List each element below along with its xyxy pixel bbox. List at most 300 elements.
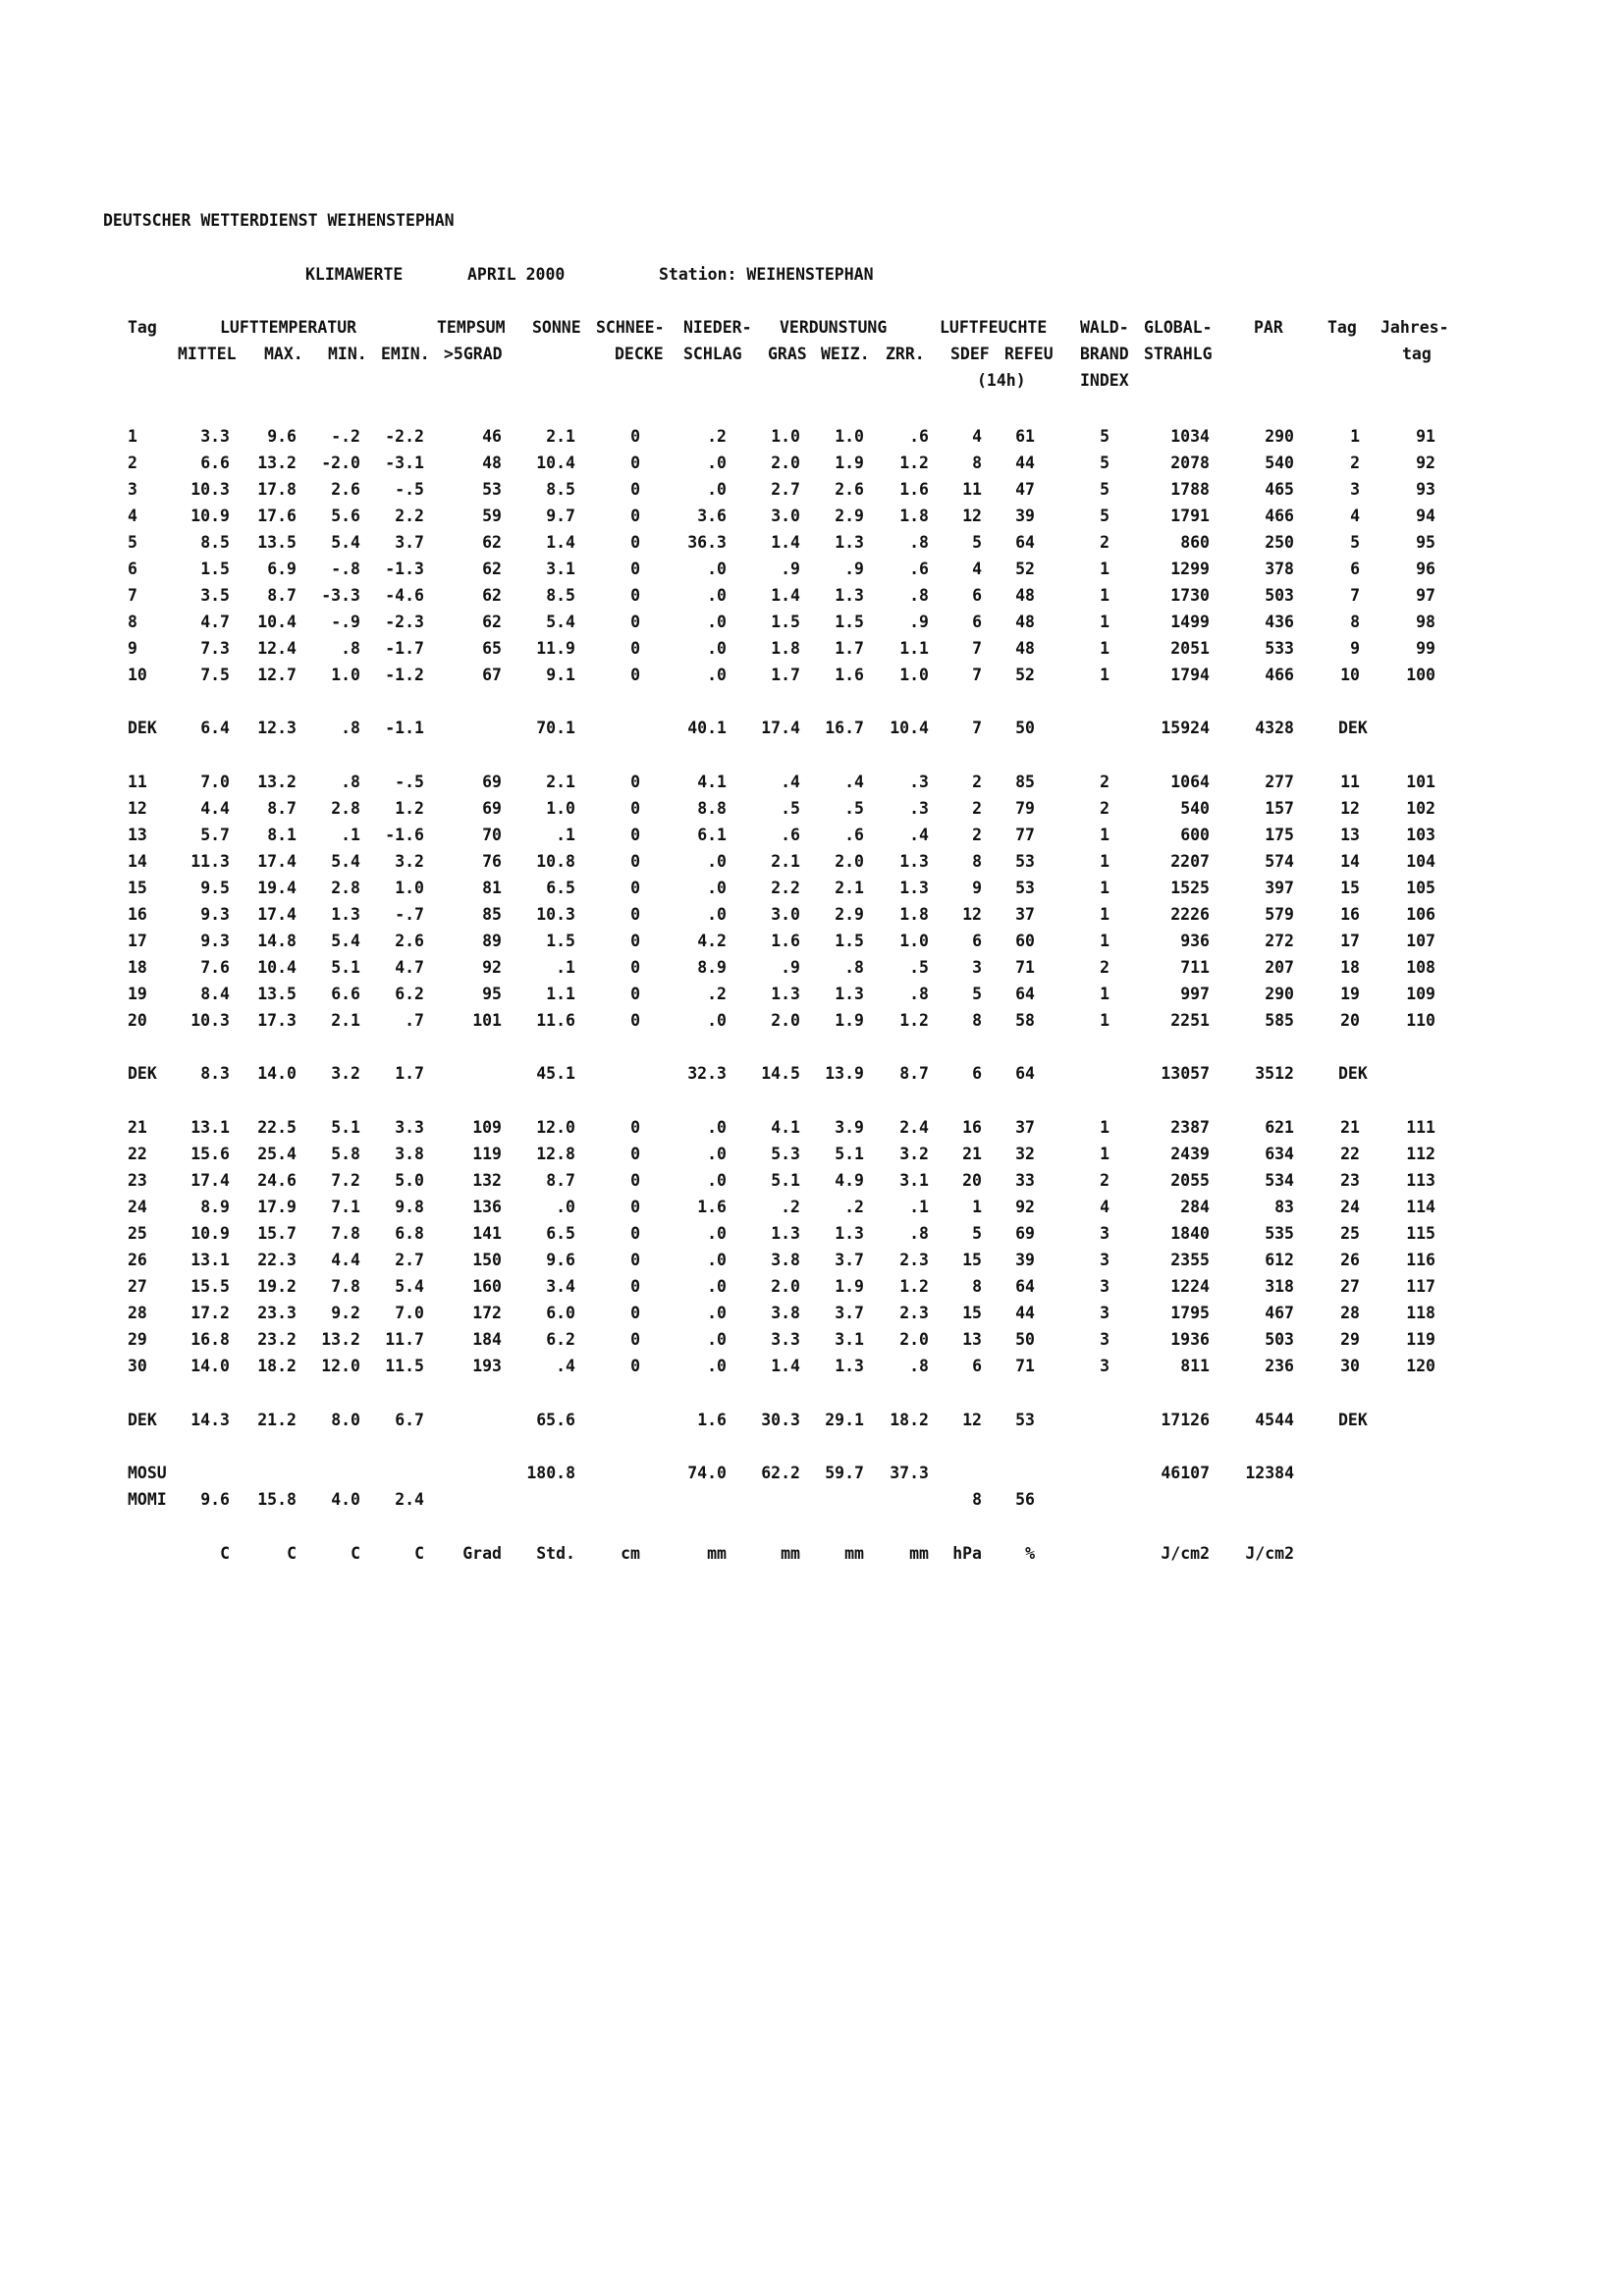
- cell-emin: 6.2: [395, 985, 424, 1003]
- cell-nied: 40.1: [687, 719, 727, 737]
- cell-weiz: 3.7: [835, 1251, 864, 1269]
- cell-weiz: 5.1: [835, 1145, 864, 1163]
- table-row: [0, 614, 1623, 635]
- cell-emin: 9.8: [395, 1198, 424, 1216]
- cell-tag: 1: [128, 427, 137, 446]
- cell-wald: 3: [1100, 1277, 1109, 1296]
- organisation-title: DEUTSCHER WETTERDIENST WEIHENSTEPHAN: [103, 211, 455, 230]
- cell-nied: 1.6: [697, 1411, 727, 1429]
- cell-min: 5.1: [331, 1118, 360, 1137]
- cell-tag2: 29: [1340, 1330, 1360, 1349]
- cell-weiz: 3.7: [835, 1304, 864, 1322]
- cell-nied: 74.0: [687, 1464, 727, 1482]
- cell-emin: 1.7: [395, 1064, 424, 1083]
- cell-max: 10.4: [257, 613, 297, 631]
- cell-refeu: 33: [1015, 1171, 1035, 1190]
- cell-nied: .0: [707, 1277, 727, 1296]
- cell-wald: 4: [1100, 1198, 1109, 1216]
- cell-tempsum: 89: [482, 932, 502, 950]
- cell-nied: 36.3: [687, 533, 727, 552]
- cell-mittel: 4.4: [200, 799, 230, 818]
- cell-gras: 1.8: [771, 639, 800, 658]
- cell-global: 811: [1180, 1357, 1210, 1375]
- cell-refeu: 92: [1015, 1198, 1035, 1216]
- cell-par: 3512: [1255, 1064, 1294, 1083]
- cell-tempsum: 193: [472, 1357, 502, 1375]
- cell-nied: .0: [707, 879, 727, 897]
- cell-tag: 2: [128, 454, 137, 472]
- col-header-5grad: >5GRAD: [444, 345, 503, 363]
- cell-zrr: .8: [909, 1224, 929, 1243]
- cell-tag: 19: [128, 985, 147, 1003]
- cell-mittel: 8.4: [200, 985, 230, 1003]
- col-header-sonne: SONNE: [532, 318, 581, 337]
- cell-schnee: 0: [630, 799, 640, 818]
- cell-mittel: 10.3: [190, 480, 230, 499]
- cell-min: 8.0: [331, 1411, 360, 1429]
- cell-global: J/cm2: [1161, 1544, 1210, 1563]
- cell-par: 585: [1265, 1011, 1294, 1030]
- cell-gras: 3.8: [771, 1251, 800, 1269]
- cell-emin: -.5: [395, 773, 424, 791]
- cell-weiz: 2.6: [835, 480, 864, 499]
- cell-sdef: 1: [972, 1198, 982, 1216]
- cell-tempsum: 70: [482, 826, 502, 844]
- cell-wald: 1: [1100, 1145, 1109, 1163]
- cell-tag: 26: [128, 1251, 147, 1269]
- col-header-strahlg: STRAHLG: [1144, 345, 1213, 363]
- cell-wald: 1: [1100, 666, 1109, 684]
- cell-refeu: 44: [1015, 1304, 1035, 1322]
- cell-tag2: 21: [1340, 1118, 1360, 1137]
- cell-tag: 30: [128, 1357, 147, 1375]
- cell-refeu: 48: [1015, 586, 1035, 605]
- cell-wald: 1: [1100, 826, 1109, 844]
- cell-refeu: 71: [1015, 958, 1035, 977]
- cell-jtag: 99: [1416, 639, 1435, 658]
- col-header-decke: DECKE: [615, 345, 664, 363]
- cell-jtag: 96: [1416, 560, 1435, 578]
- cell-min: 4.4: [331, 1251, 360, 1269]
- cell-max: 21.2: [257, 1411, 297, 1429]
- cell-sonne: 9.1: [546, 666, 575, 684]
- cell-jtag: 107: [1406, 932, 1435, 950]
- cell-wald: 1: [1100, 1011, 1109, 1030]
- cell-zrr: 3.1: [899, 1171, 929, 1190]
- cell-tag: 15: [128, 879, 147, 897]
- cell-emin: 6.7: [395, 1411, 424, 1429]
- cell-gras: 1.3: [771, 985, 800, 1003]
- cell-tag: DEK: [128, 1411, 157, 1429]
- cell-schnee: 0: [630, 586, 640, 605]
- cell-nied: .0: [707, 1357, 727, 1375]
- cell-nied: .0: [707, 1304, 727, 1322]
- cell-sdef: 7: [972, 719, 982, 737]
- cell-par: 612: [1265, 1251, 1294, 1269]
- cell-tag: 9: [128, 639, 137, 658]
- cell-par: 290: [1265, 985, 1294, 1003]
- cell-par: 4328: [1255, 719, 1294, 737]
- cell-tag: MOMI: [128, 1490, 167, 1509]
- cell-sonne: .4: [556, 1357, 575, 1375]
- cell-gras: 62.2: [761, 1464, 800, 1482]
- cell-global: 936: [1180, 932, 1210, 950]
- cell-emin: 2.6: [395, 932, 424, 950]
- cell-gras: 1.0: [771, 427, 800, 446]
- cell-mittel: 6.4: [200, 719, 230, 737]
- cell-zrr: .8: [909, 1357, 929, 1375]
- cell-par: 634: [1265, 1145, 1294, 1163]
- cell-global: 2355: [1170, 1251, 1210, 1269]
- cell-gras: 4.1: [771, 1118, 800, 1137]
- table-row: [0, 1358, 1623, 1379]
- cell-emin: -1.3: [385, 560, 424, 578]
- cell-par: 250: [1265, 533, 1294, 552]
- cell-emin: 7.0: [395, 1304, 424, 1322]
- cell-refeu: 56: [1015, 1490, 1035, 1509]
- cell-wald: 2: [1100, 533, 1109, 552]
- cell-jtag: 91: [1416, 427, 1435, 446]
- cell-sdef: 9: [972, 879, 982, 897]
- cell-jtag: 95: [1416, 533, 1435, 552]
- cell-schnee: 0: [630, 826, 640, 844]
- cell-mittel: 10.3: [190, 1011, 230, 1030]
- cell-schnee: 0: [630, 932, 640, 950]
- cell-sdef: 11: [962, 480, 982, 499]
- cell-sonne: 8.5: [546, 586, 575, 605]
- cell-sonne: 70.1: [536, 719, 575, 737]
- cell-wald: 1: [1100, 639, 1109, 658]
- cell-emin: 6.8: [395, 1224, 424, 1243]
- cell-schnee: 0: [630, 1330, 640, 1349]
- cell-wald: 5: [1100, 454, 1109, 472]
- cell-gras: 2.0: [771, 1011, 800, 1030]
- cell-wald: 3: [1100, 1224, 1109, 1243]
- cell-emin: 11.7: [385, 1330, 424, 1349]
- cell-zrr: 1.3: [899, 852, 929, 871]
- cell-nied: mm: [707, 1544, 727, 1563]
- cell-weiz: 16.7: [825, 719, 864, 737]
- cell-tempsum: 141: [472, 1224, 502, 1243]
- cell-max: 8.7: [267, 586, 297, 605]
- cell-tempsum: 76: [482, 852, 502, 871]
- cell-par: 540: [1265, 454, 1294, 472]
- cell-max: 17.4: [257, 905, 297, 924]
- cell-schnee: 0: [630, 1171, 640, 1190]
- cell-zrr: 1.2: [899, 1011, 929, 1030]
- cell-tag2: 23: [1340, 1171, 1360, 1190]
- cell-schnee: 0: [630, 1304, 640, 1322]
- cell-sdef: 20: [962, 1171, 982, 1190]
- cell-weiz: .6: [844, 826, 864, 844]
- cell-schnee: 0: [630, 1145, 640, 1163]
- cell-par: 4544: [1255, 1411, 1294, 1429]
- table-row: [0, 587, 1623, 609]
- cell-par: 207: [1265, 958, 1294, 977]
- cell-mittel: C: [220, 1544, 230, 1563]
- cell-zrr: .6: [909, 427, 929, 446]
- cell-zrr: .3: [909, 773, 929, 791]
- cell-zrr: .3: [909, 799, 929, 818]
- cell-gras: .2: [781, 1198, 800, 1216]
- cell-wald: 1: [1100, 879, 1109, 897]
- cell-tempsum: 132: [472, 1171, 502, 1190]
- cell-tag2: 16: [1340, 905, 1360, 924]
- cell-tag: 20: [128, 1011, 147, 1030]
- col-header-jahrestag: tag: [1402, 345, 1432, 363]
- cell-weiz: 1.3: [835, 586, 864, 605]
- table-row: [0, 481, 1623, 503]
- cell-tag2: 6: [1350, 560, 1360, 578]
- cell-gras: 1.4: [771, 1357, 800, 1375]
- cell-global: 2387: [1170, 1118, 1210, 1137]
- cell-weiz: 1.3: [835, 1224, 864, 1243]
- cell-sdef: 7: [972, 666, 982, 684]
- cell-tempsum: 119: [472, 1145, 502, 1163]
- cell-max: 8.7: [267, 799, 297, 818]
- cell-sonne: 3.1: [546, 560, 575, 578]
- cell-weiz: 1.3: [835, 985, 864, 1003]
- cell-max: 23.3: [257, 1304, 297, 1322]
- cell-gras: .6: [781, 826, 800, 844]
- cell-max: 23.2: [257, 1330, 297, 1349]
- cell-min: 2.1: [331, 1011, 360, 1030]
- col-header-mittel: MITTEL: [178, 345, 237, 363]
- cell-schnee: 0: [630, 613, 640, 631]
- cell-tempsum: 109: [472, 1118, 502, 1137]
- cell-sonne: 8.7: [546, 1171, 575, 1190]
- decade-summary-row: [0, 1412, 1623, 1433]
- cell-wald: 5: [1100, 507, 1109, 525]
- table-row: [0, 1225, 1623, 1247]
- cell-sonne: 6.5: [546, 1224, 575, 1243]
- cell-jtag: 118: [1406, 1304, 1435, 1322]
- cell-wald: 2: [1100, 958, 1109, 977]
- cell-mittel: 7.5: [200, 666, 230, 684]
- cell-min: 2.8: [331, 799, 360, 818]
- cell-mittel: 3.5: [200, 586, 230, 605]
- cell-par: 12384: [1245, 1464, 1294, 1482]
- cell-weiz: mm: [844, 1544, 864, 1563]
- cell-refeu: 39: [1015, 1251, 1035, 1269]
- cell-sonne: 1.4: [546, 533, 575, 552]
- cell-schnee: 0: [630, 1277, 640, 1296]
- cell-wald: 3: [1100, 1357, 1109, 1375]
- cell-global: 1936: [1170, 1330, 1210, 1349]
- cell-min: 5.4: [331, 852, 360, 871]
- cell-par: 175: [1265, 826, 1294, 844]
- cell-nied: 6.1: [697, 826, 727, 844]
- cell-sdef: 12: [962, 507, 982, 525]
- cell-jtag: 103: [1406, 826, 1435, 844]
- cell-emin: -.7: [395, 905, 424, 924]
- cell-refeu: 60: [1015, 932, 1035, 950]
- cell-par: 503: [1265, 586, 1294, 605]
- col-header-nieder: NIEDER-: [683, 318, 752, 337]
- cell-mittel: 1.5: [200, 560, 230, 578]
- cell-sdef: hPa: [952, 1544, 982, 1563]
- table-row: [0, 561, 1623, 582]
- cell-wald: 2: [1100, 1171, 1109, 1190]
- cell-sonne: 8.5: [546, 480, 575, 499]
- col-header-brand: BRAND: [1080, 345, 1129, 363]
- cell-global: 2051: [1170, 639, 1210, 658]
- cell-mittel: 10.9: [190, 1224, 230, 1243]
- cell-tempsum: 172: [472, 1304, 502, 1322]
- cell-min: -3.3: [321, 586, 360, 605]
- cell-refeu: 48: [1015, 639, 1035, 658]
- month-summary-row: [0, 1465, 1623, 1486]
- cell-wald: 1: [1100, 560, 1109, 578]
- cell-refeu: 48: [1015, 613, 1035, 631]
- cell-nied: .0: [707, 1171, 727, 1190]
- col-header-global: GLOBAL-: [1144, 318, 1213, 337]
- cell-refeu: 64: [1015, 985, 1035, 1003]
- col-header-sdef: SDEF: [950, 345, 990, 363]
- decade-summary-row: [0, 1065, 1623, 1087]
- col-header-jahres: Jahres-: [1380, 318, 1449, 337]
- cell-zrr: .9: [909, 613, 929, 631]
- cell-refeu: 61: [1015, 427, 1035, 446]
- cell-weiz: 1.3: [835, 533, 864, 552]
- cell-sonne: 10.8: [536, 852, 575, 871]
- cell-zrr: 2.3: [899, 1304, 929, 1322]
- cell-weiz: .9: [844, 560, 864, 578]
- table-row: [0, 428, 1623, 450]
- cell-refeu: 37: [1015, 905, 1035, 924]
- cell-min: 12.0: [321, 1357, 360, 1375]
- cell-gras: 30.3: [761, 1411, 800, 1429]
- cell-tag2: 11: [1340, 773, 1360, 791]
- cell-zrr: 1.0: [899, 932, 929, 950]
- cell-schnee: 0: [630, 480, 640, 499]
- cell-zrr: 3.2: [899, 1145, 929, 1163]
- cell-tempsum: 62: [482, 533, 502, 552]
- cell-schnee: 0: [630, 666, 640, 684]
- cell-zrr: 8.7: [899, 1064, 929, 1083]
- cell-zrr: 1.3: [899, 879, 929, 897]
- cell-par: 574: [1265, 852, 1294, 871]
- cell-sdef: 12: [962, 1411, 982, 1429]
- cell-max: 22.3: [257, 1251, 297, 1269]
- cell-sdef: 6: [972, 613, 982, 631]
- cell-wald: 1: [1100, 613, 1109, 631]
- cell-min: 5.4: [331, 533, 360, 552]
- cell-max: 14.8: [257, 932, 297, 950]
- cell-tag2: DEK: [1338, 719, 1368, 737]
- cell-emin: -4.6: [385, 586, 424, 605]
- cell-sdef: 8: [972, 1277, 982, 1296]
- cell-max: 10.4: [257, 958, 297, 977]
- table-row: [0, 1119, 1623, 1141]
- cell-global: 1795: [1170, 1304, 1210, 1322]
- cell-min: -.2: [331, 427, 360, 446]
- cell-min: -.8: [331, 560, 360, 578]
- cell-max: 17.9: [257, 1198, 297, 1216]
- cell-tag: 10: [128, 666, 147, 684]
- cell-sonne: 10.3: [536, 905, 575, 924]
- cell-min: 2.8: [331, 879, 360, 897]
- table-row: [0, 880, 1623, 901]
- cell-zrr: 18.2: [890, 1411, 929, 1429]
- cell-schnee: 0: [630, 1251, 640, 1269]
- cell-gras: 3.3: [771, 1330, 800, 1349]
- cell-sonne: 65.6: [536, 1411, 575, 1429]
- cell-gras: 1.4: [771, 586, 800, 605]
- cell-jtag: 108: [1406, 958, 1435, 977]
- table-row: [0, 534, 1623, 556]
- cell-tag: 4: [128, 507, 137, 525]
- cell-gras: 1.5: [771, 613, 800, 631]
- cell-gras: 5.3: [771, 1145, 800, 1163]
- cell-par: 621: [1265, 1118, 1294, 1137]
- cell-min: 6.6: [331, 985, 360, 1003]
- cell-tempsum: 81: [482, 879, 502, 897]
- cell-jtag: 112: [1406, 1145, 1435, 1163]
- cell-global: 540: [1180, 799, 1210, 818]
- cell-sonne: 1.1: [546, 985, 575, 1003]
- cell-weiz: 3.9: [835, 1118, 864, 1137]
- cell-emin: -1.1: [385, 719, 424, 737]
- cell-global: 1791: [1170, 507, 1210, 525]
- cell-min: 5.8: [331, 1145, 360, 1163]
- cell-tag2: 12: [1340, 799, 1360, 818]
- cell-max: 6.9: [267, 560, 297, 578]
- cell-sonne: Std.: [536, 1544, 575, 1563]
- cell-refeu: 50: [1015, 1330, 1035, 1349]
- cell-sonne: 2.1: [546, 427, 575, 446]
- cell-par: 467: [1265, 1304, 1294, 1322]
- cell-mittel: 13.1: [190, 1118, 230, 1137]
- cell-tag: 3: [128, 480, 137, 499]
- cell-par: 397: [1265, 879, 1294, 897]
- cell-jtag: 114: [1406, 1198, 1435, 1216]
- cell-min: C: [351, 1544, 360, 1563]
- cell-max: 14.0: [257, 1064, 297, 1083]
- cell-refeu: 64: [1015, 533, 1035, 552]
- cell-tag2: 26: [1340, 1251, 1360, 1269]
- cell-sonne: 10.4: [536, 454, 575, 472]
- cell-gras: 2.0: [771, 1277, 800, 1296]
- cell-par: 436: [1265, 613, 1294, 631]
- table-row: [0, 1278, 1623, 1300]
- cell-global: 284: [1180, 1198, 1210, 1216]
- cell-emin: -2.2: [385, 427, 424, 446]
- cell-weiz: 2.0: [835, 852, 864, 871]
- cell-sonne: 3.4: [546, 1277, 575, 1296]
- cell-sdef: 8: [972, 454, 982, 472]
- cell-nied: 32.3: [687, 1064, 727, 1083]
- cell-nied: .0: [707, 666, 727, 684]
- cell-max: 13.5: [257, 985, 297, 1003]
- cell-zrr: .8: [909, 533, 929, 552]
- cell-gras: 14.5: [761, 1064, 800, 1083]
- cell-wald: 1: [1100, 1118, 1109, 1137]
- cell-tag2: 9: [1350, 639, 1360, 658]
- cell-min: -2.0: [321, 454, 360, 472]
- cell-schnee: 0: [630, 533, 640, 552]
- cell-max: 13.2: [257, 454, 297, 472]
- cell-min: .8: [341, 639, 360, 658]
- cell-mittel: 9.3: [200, 905, 230, 924]
- cell-par: 83: [1274, 1198, 1294, 1216]
- col-header-emin: EMIN.: [381, 345, 430, 363]
- cell-mittel: 8.9: [200, 1198, 230, 1216]
- table-row: [0, 1172, 1623, 1194]
- cell-min: 7.8: [331, 1277, 360, 1296]
- cell-mittel: 17.4: [190, 1171, 230, 1190]
- cell-sonne: 2.1: [546, 773, 575, 791]
